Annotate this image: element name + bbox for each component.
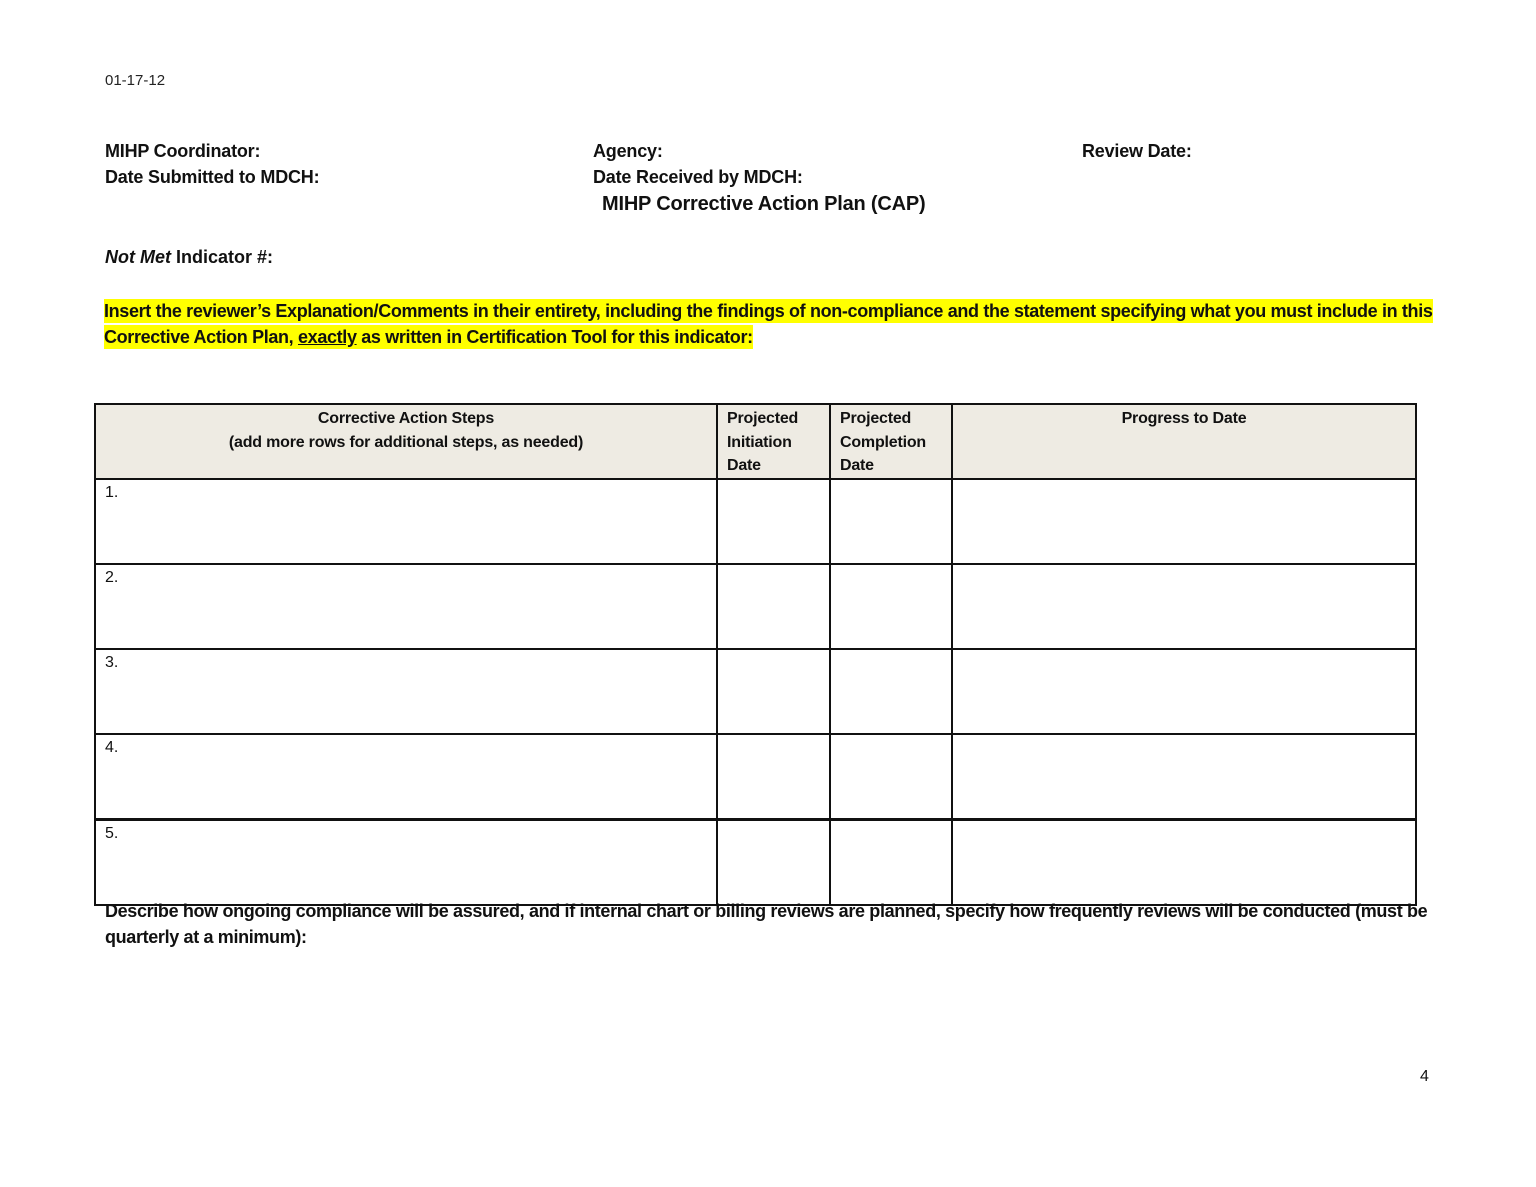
instruction-emphasis: exactly xyxy=(298,327,357,347)
initiation-date-cell[interactable] xyxy=(717,734,830,820)
instruction-text-2: as written in Certification Tool for this indicator: xyxy=(356,327,753,347)
table-row xyxy=(95,649,1416,734)
review-date-label: Review Date: xyxy=(1082,141,1192,161)
agency-label: Agency: xyxy=(593,141,663,161)
header-steps-note: (add more rows for additional steps, as needed) xyxy=(228,433,584,451)
initiation-date-cell[interactable] xyxy=(717,479,830,564)
not-met-indicator-label xyxy=(105,247,273,268)
progress-cell[interactable] xyxy=(952,564,1416,649)
table-row xyxy=(95,819,1416,905)
table-row xyxy=(95,734,1416,820)
step-cell[interactable]: 5. xyxy=(95,819,717,905)
page-title: MIHP Corrective Action Plan (CAP) xyxy=(602,193,926,215)
step-cell[interactable]: 2. xyxy=(95,564,717,649)
date-received-label: Date Received by MDCH: xyxy=(593,167,803,187)
compliance-prompt: Describe how ongoing compliance will be assured, and if internal chart or billing reviews are planned, specify how frequently reviews will be conducted (must be quarterly at a minimum): xyxy=(105,901,1428,947)
completion-date-cell[interactable] xyxy=(830,649,952,734)
corrective-action-table xyxy=(94,403,1417,906)
initiation-date-cell[interactable] xyxy=(717,564,830,649)
header-steps-title: Corrective Action Steps xyxy=(317,410,495,427)
document-date: 01-17-12 xyxy=(105,72,166,89)
step-cell[interactable]: 3. xyxy=(95,649,717,734)
progress-cell[interactable] xyxy=(952,819,1416,905)
header-initiation-date: Projected Initiation Date xyxy=(717,404,830,479)
completion-date-cell[interactable] xyxy=(830,734,952,820)
progress-cell[interactable] xyxy=(952,649,1416,734)
initiation-date-cell[interactable] xyxy=(717,819,830,905)
completion-date-cell[interactable] xyxy=(830,819,952,905)
date-submitted-label: Date Submitted to MDCH: xyxy=(105,167,320,187)
highlighted-instruction xyxy=(104,299,1433,349)
reviewer-instruction xyxy=(104,298,1434,350)
not-met-text: Not Met xyxy=(105,247,171,267)
header-progress: Progress to Date xyxy=(952,404,1416,479)
progress-cell[interactable] xyxy=(952,479,1416,564)
progress-cell[interactable] xyxy=(952,734,1416,820)
header-corrective-steps xyxy=(95,404,717,479)
coordinator-label: MIHP Coordinator: xyxy=(105,141,261,161)
page-number: 4 xyxy=(1420,1068,1429,1085)
table-header-row xyxy=(95,404,1416,479)
step-cell[interactable]: 4. xyxy=(95,734,717,820)
completion-date-cell[interactable] xyxy=(830,564,952,649)
table-row xyxy=(95,479,1416,564)
completion-date-cell[interactable] xyxy=(830,479,952,564)
initiation-date-cell[interactable] xyxy=(717,649,830,734)
step-cell[interactable]: 1. xyxy=(95,479,717,564)
header-completion-date: Projected Completion Date xyxy=(830,404,952,479)
instruction-text-1: Insert the reviewer’s Explanation/Comments in their entirety, including the findings of non-compliance and the statement specifying what you must include in this Corrective Action Plan, xyxy=(104,301,1433,347)
table-row xyxy=(95,564,1416,649)
indicator-number-label: Indicator #: xyxy=(171,247,274,267)
